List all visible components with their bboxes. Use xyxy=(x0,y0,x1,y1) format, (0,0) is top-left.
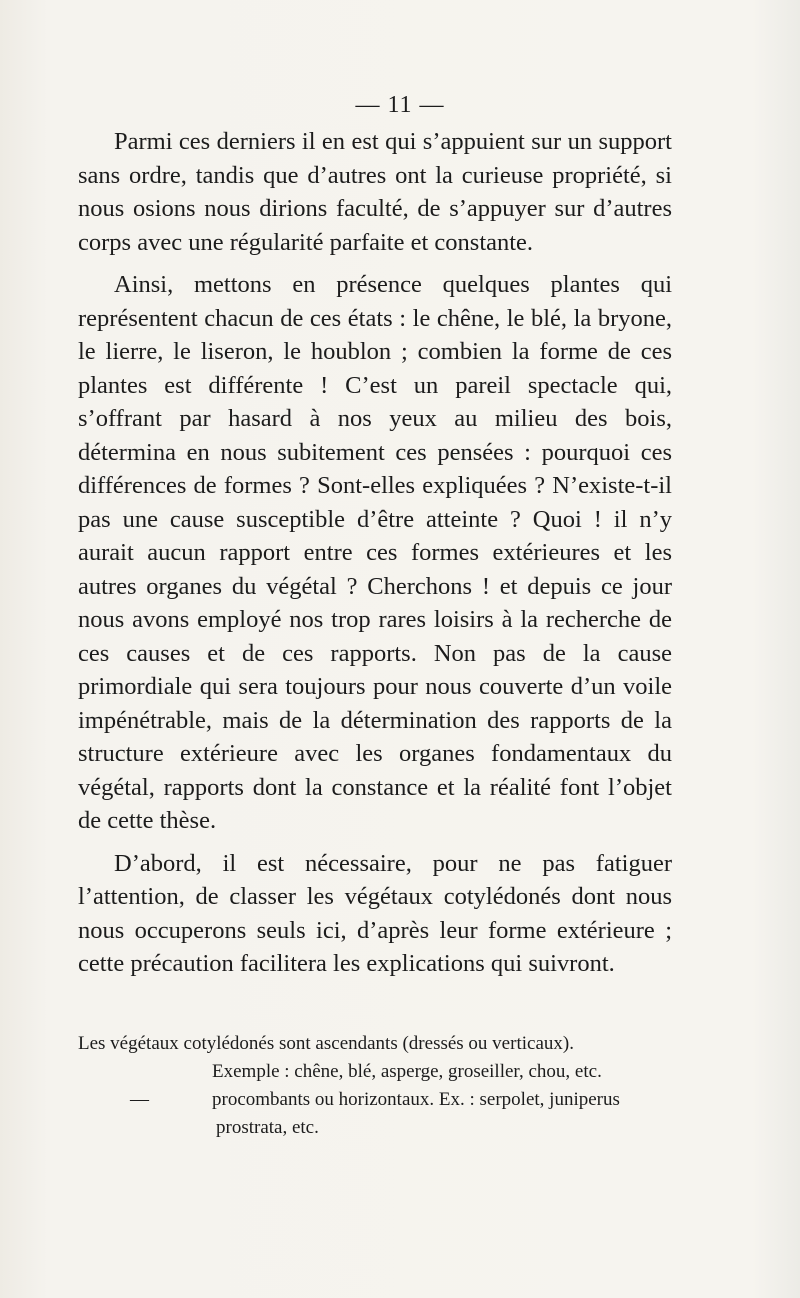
paragraph-3: D’abord, il est nécessaire, pour ne pas fatiguer l’attention, de classer les végétaux cotylédonés dont nous nous occuperons seuls ici, d’après leur forme extérieure ; cette précaution facilitera les explications qui suivront. xyxy=(78,849,672,977)
classification-example: Exemple : chêne, blé, asperge, groseiller, chou, etc. xyxy=(212,1061,602,1082)
classification-continuation: prostrata, etc. xyxy=(216,1117,319,1138)
classification-block xyxy=(78,1030,672,1142)
ditto-dash: — xyxy=(130,1089,149,1110)
classification-heading: Les végétaux cotylédonés sont ascendants (dressés ou verticaux). xyxy=(78,1033,574,1054)
classification-procombants-text: procombants ou horizontaux. Ex. : serpolet, juniperus xyxy=(212,1089,620,1110)
page-number: — 11 — xyxy=(355,92,445,118)
paragraph-1: Parmi ces derniers il en est qui s’appuient sur un support sans ordre, tandis que d’autres ont la curieuse propriété, si nous osions nous dirions faculté, de s’appuyer sur d’autres corps avec une régularité parfaite et constante. xyxy=(78,128,672,256)
classification-procombants xyxy=(78,1086,672,1114)
body-text xyxy=(78,125,672,990)
paragraph-2: Ainsi, mettons en présence quelques plantes qui représentent chacun de ces états : le chêne, le blé, la bryone, le lierre, le liseron, le houblon ; combien la forme de ces plantes est différente ! C’est un pareil spectacle qui, s’offrant par hasard à nos yeux au milieu des bois, détermina en nous subitement ces pensées : pourquoi ces différences de formes ? Sont-elles expliquées ? N’existe-t-il pas une cause susceptible d’être atteinte ? Quoi ! il n’y aurait aucun rapport entre ces formes extérieures et les autres organes du végétal ? Cherchons ! et depuis ce jour nous avons employé nos trop rares loisirs à la recherche de ces causes et de ces rapports. Non pas de la cause primordiale qui sera toujours pour nous couverte d’un voile impénétrable, mais de la détermination des rapports de la structure extérieure avec les organes fondamentaux du végétal, rapports dont la constance et la réalité font l’objet de cette thèse. xyxy=(78,271,672,834)
